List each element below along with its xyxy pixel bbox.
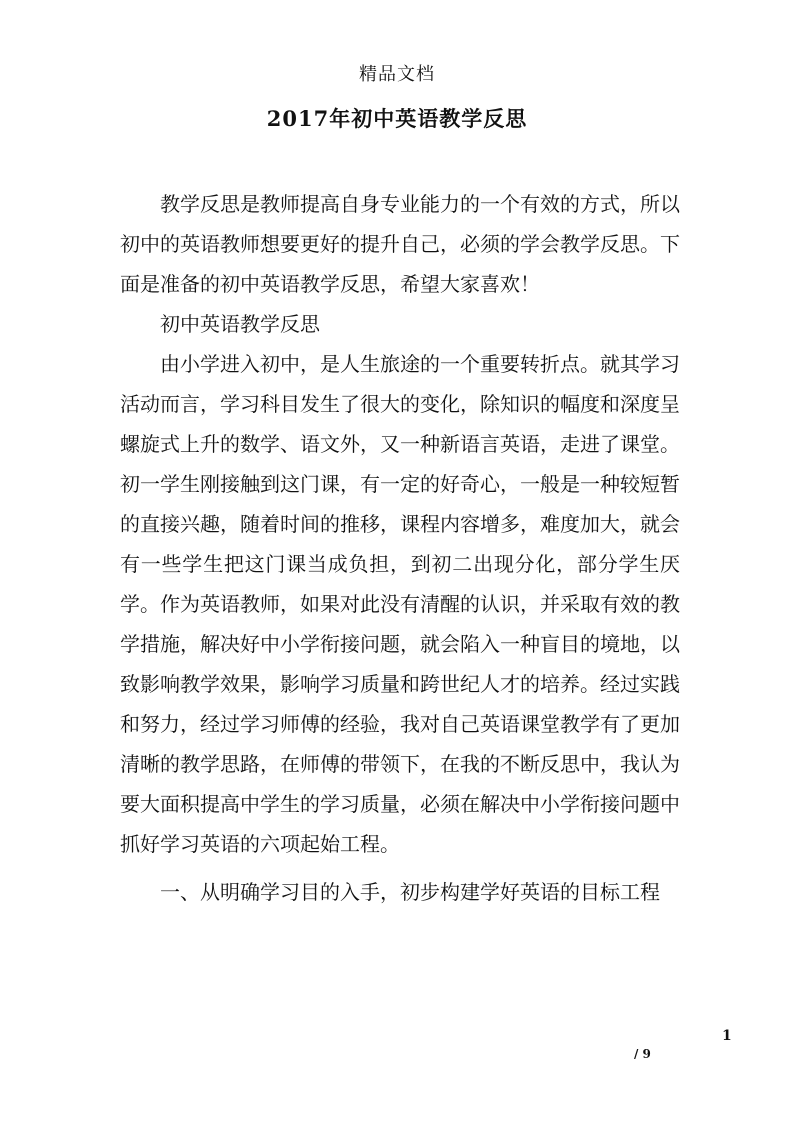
section-heading: 初中英语教学反思 <box>160 312 320 336</box>
body-paragraph: 由小学进入初中，是人生旅途的一个重要转折点。就其学习活动而言，学习科目发生了很大的变化，除知识的幅度和深度呈螺旋式上升的数学、语文外，又一种新语言英语，走进了课堂。初一学生刚接触到这门课，有一定的好奇心，一般是一种较短暂的直接兴趣，随着时间的推移，课程内容增多，难度加大，就会有一些学生把这门课当成负担，到初二出现分化，部分学生厌学。作为英语教师，如果对此没有清醒的认识，并采取有效的教学措施，解决好中小学衔接问题，就会陷入一种盲目的境地，以致影响教学效果，影响学习质量和跨世纪人才的培养。经过实践和努力，经过学习师傅的经验，我对自己英语课堂教学有了更加清晰的教学思路，在师傅的带领下，在我的不断反思中，我认为要大面积提高中学生的学习质量，必须在解决中小学衔接问题中抓好学习英语的六项起始工程。 <box>120 352 680 856</box>
document-header: 精品文档 <box>359 64 435 85</box>
document-title: 2017年初中英语教学反思 <box>266 106 528 131</box>
page-total: / 9 <box>634 1047 651 1061</box>
intro-paragraph: 教学反思是教师提高自身专业能力的一个有效的方式，所以初中的英语教师想要更好的提升自己，必须的学会教学反思。下面是准备的初中英语教学反思，希望大家喜欢！ <box>120 192 680 296</box>
page-number: 1 <box>722 1028 732 1044</box>
subsection-heading: 一、从明确学习目的入手，初步构建学好英语的目标工程 <box>160 880 660 904</box>
document-body <box>120 184 680 914</box>
